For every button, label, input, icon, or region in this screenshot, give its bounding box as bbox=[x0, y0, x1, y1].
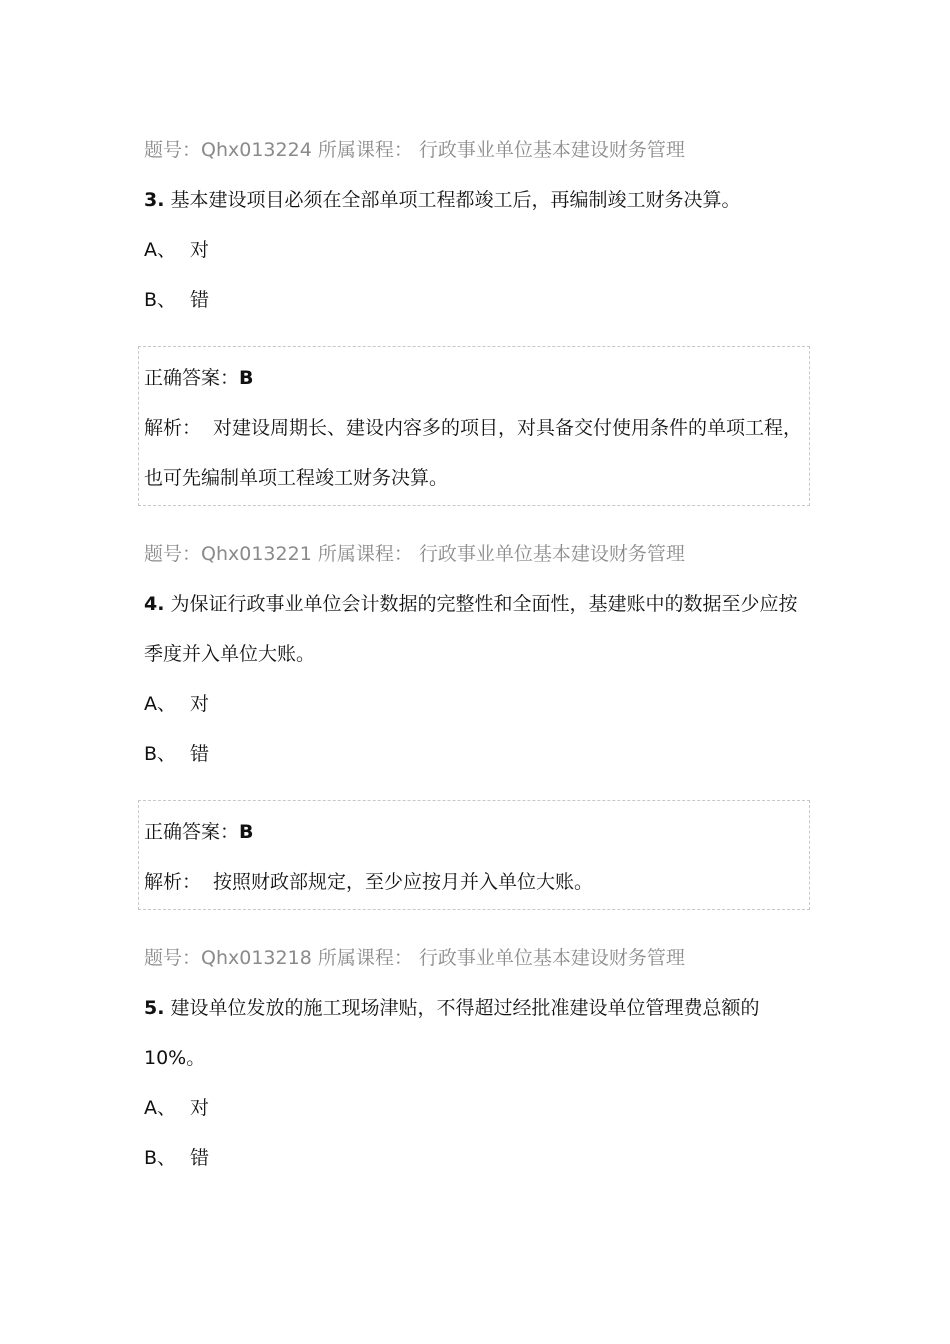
question-number: 4. bbox=[144, 593, 165, 615]
question-meta bbox=[144, 138, 685, 162]
question-text-line: 为保证行政事业单位会计数据的完整性和全面性，基建账中的数据至少应按 bbox=[170, 593, 798, 615]
question-meta bbox=[144, 542, 685, 566]
question-id-label: 题号： bbox=[144, 139, 202, 161]
question-text bbox=[144, 188, 741, 212]
course-name: 行政事业单位基本建设财务管理 bbox=[418, 543, 685, 565]
option-a[interactable] bbox=[144, 238, 209, 262]
option-a[interactable] bbox=[144, 1096, 209, 1120]
correct-answer bbox=[144, 366, 254, 390]
correct-answer-value: B bbox=[239, 821, 254, 843]
question-id-label: 题号： bbox=[144, 947, 202, 969]
analysis-label: 解析： bbox=[144, 871, 202, 893]
option-b[interactable] bbox=[144, 742, 209, 766]
analysis bbox=[144, 416, 802, 440]
correct-answer-value: B bbox=[239, 367, 254, 389]
option-letter: A、 bbox=[144, 693, 176, 715]
option-letter: A、 bbox=[144, 1097, 176, 1119]
analysis-label: 解析： bbox=[144, 417, 202, 439]
question-text-line: 基本建设项目必须在全部单项工程都竣工后，再编制竣工财务决算。 bbox=[170, 189, 741, 211]
question-text-continuation bbox=[144, 642, 315, 666]
course-label: 所属课程： bbox=[317, 543, 413, 565]
question-number: 3. bbox=[144, 189, 165, 211]
question-meta bbox=[144, 946, 685, 970]
question-text bbox=[144, 592, 798, 616]
correct-answer-label: 正确答案： bbox=[144, 821, 240, 843]
analysis bbox=[144, 870, 593, 894]
question-text-line: 季度并入单位大账。 bbox=[144, 643, 316, 665]
analysis-text-line: 对建设周期长、建设内容多的项目，对具备交付使用条件的单项工程， bbox=[213, 417, 803, 439]
correct-answer bbox=[144, 820, 254, 844]
option-letter: A、 bbox=[144, 239, 176, 261]
course-name: 行政事业单位基本建设财务管理 bbox=[418, 139, 685, 161]
option-b[interactable] bbox=[144, 288, 209, 312]
option-text: 对 bbox=[190, 1097, 210, 1119]
question-text-continuation bbox=[144, 1046, 205, 1070]
course-label: 所属课程： bbox=[317, 139, 413, 161]
option-text: 错 bbox=[190, 289, 210, 311]
correct-answer-label: 正确答案： bbox=[144, 367, 240, 389]
course-name: 行政事业单位基本建设财务管理 bbox=[418, 947, 685, 969]
analysis-text-line: 按照财政部规定，至少应按月并入单位大账。 bbox=[213, 871, 594, 893]
option-a[interactable] bbox=[144, 692, 209, 716]
course-label: 所属课程： bbox=[317, 947, 413, 969]
option-letter: B、 bbox=[144, 1147, 177, 1169]
question-number: 5. bbox=[144, 997, 165, 1019]
question-text-line: 建设单位发放的施工现场津贴，不得超过经批准建设单位管理费总额的 bbox=[170, 997, 760, 1019]
option-letter: B、 bbox=[144, 743, 177, 765]
question-id-label: 题号： bbox=[144, 543, 202, 565]
question-id: Qhx013221 bbox=[201, 543, 312, 565]
option-text: 对 bbox=[190, 693, 210, 715]
option-text: 对 bbox=[190, 239, 210, 261]
analysis-continuation bbox=[144, 466, 448, 490]
question-id: Qhx013224 bbox=[201, 139, 312, 161]
option-b[interactable] bbox=[144, 1146, 209, 1170]
option-text: 错 bbox=[190, 743, 210, 765]
question-id: Qhx013218 bbox=[201, 947, 312, 969]
option-text: 错 bbox=[190, 1147, 210, 1169]
question-text-line: 10%。 bbox=[144, 1047, 206, 1069]
option-letter: B、 bbox=[144, 289, 177, 311]
question-text bbox=[144, 996, 760, 1020]
analysis-text-line: 也可先编制单项工程竣工财务决算。 bbox=[144, 467, 449, 489]
